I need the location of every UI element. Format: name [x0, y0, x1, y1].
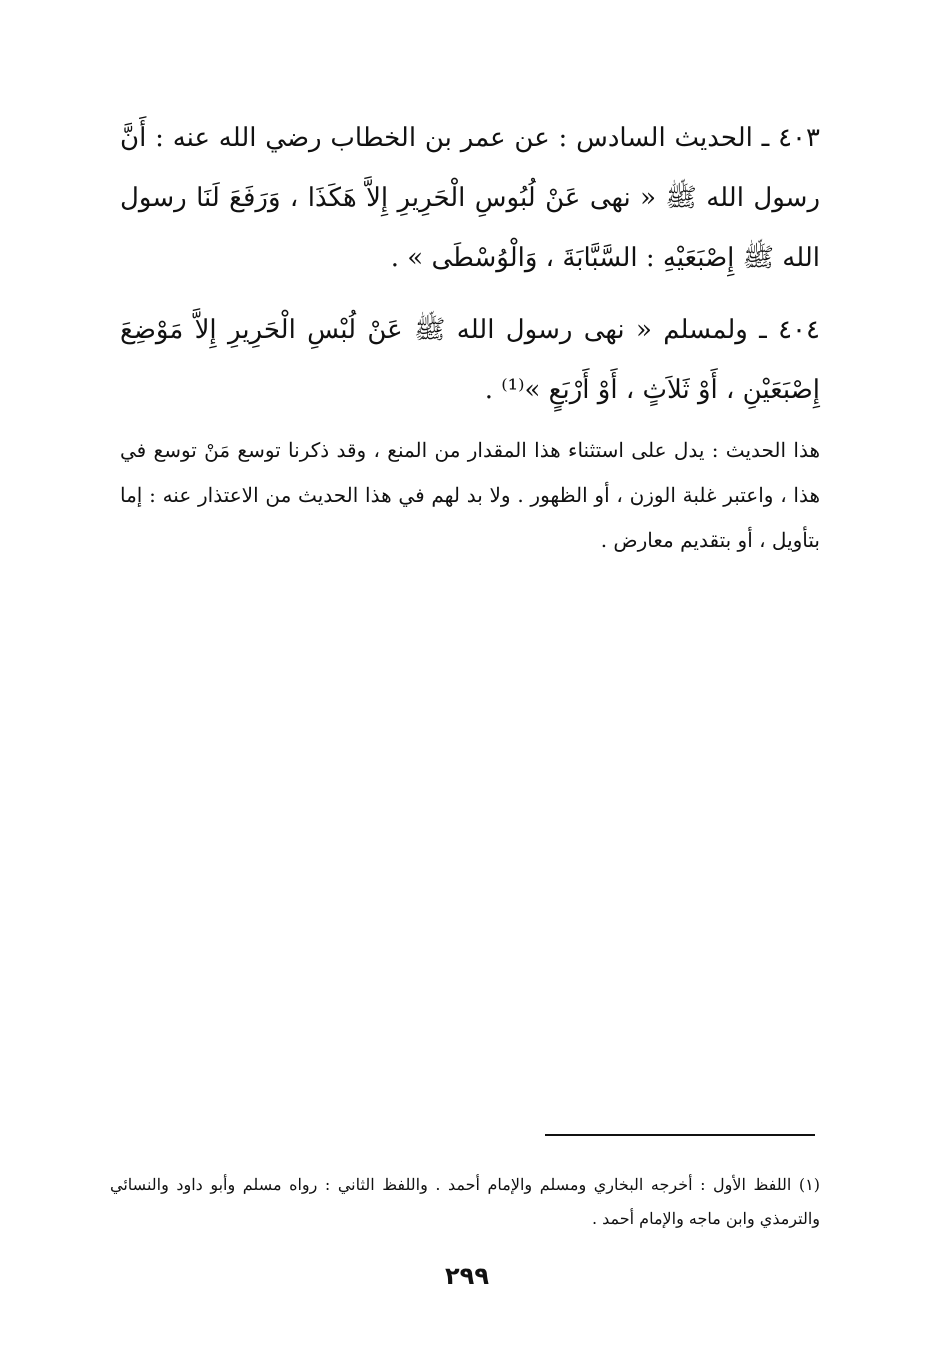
commentary-paragraph: هذا الحديث : يدل على استثناء هذا المقدار من المنع ، وقد ذكرنا توسع مَنْ توسع في هذا ، واعتبر غلبة الوزن ، أو الظهور . ولا بد لهم في هذا الحديث من الاعتذار عنه : إما بتأويل ، أو بتقديم معارض .: [120, 438, 820, 552]
main-text: [120, 108, 820, 563]
hadith-404: ٤٠٤ ـ ولمسلم « نهى رسول الله ﷺ عَنْ لُبْسِ الْحَرِيرِ إِلاَّ مَوْضِعَ إِصْبَعَيْنِ ، أَوْ ثَلاَثٍ ، أَوْ أَرْبَعٍ »⁽¹⁾ .: [120, 315, 820, 405]
footnote-separator: [545, 1134, 815, 1136]
hadith-403: ٤٠٣ ـ الحديث السادس : عن عمر بن الخطاب رضي الله عنه : أَنَّ رسول الله ﷺ « نهى عَنْ لُبُوسِ الْحَرِيرِ إِلاَّ هَكَذَا ، وَرَفَعَ لَنَا رسول الله ﷺ إِصْبَعَيْهِ : السَّبَّابَةَ ، وَالْوُسْطَى » .: [120, 123, 820, 273]
page-number: ٢٩٩: [445, 1262, 489, 1290]
footnote: (١) اللفظ الأول : أخرجه البخاري ومسلم والإمام أحمد . واللفظ الثاني : رواه مسلم وأبو داود والنسائي والترمذي وابن ماجه والإمام أحمد .: [110, 1175, 820, 1228]
